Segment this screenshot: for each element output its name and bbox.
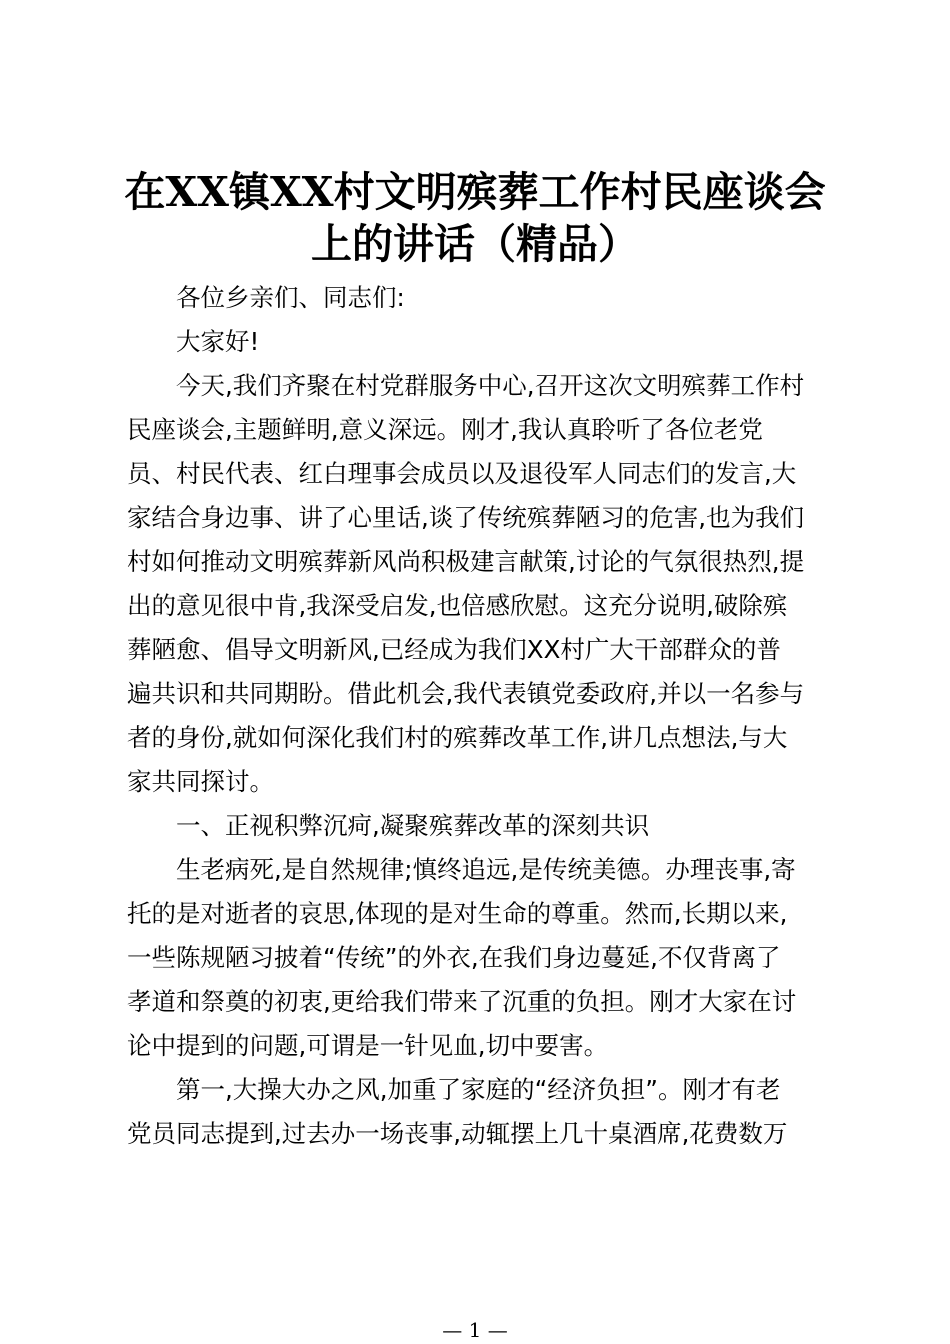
page-number: — 1 —: [442, 1318, 508, 1342]
text-line: 托的是对逝者的哀思,体现的是对生命的尊重。然而,长期以来,: [127, 899, 788, 928]
text-line: 第一,大操大办之风,加重了家庭的“经济负担”。刚才有老: [176, 1075, 781, 1104]
text-line: 葬陋愈、倡导文明新风,已经成为我们XX村广大干部群众的普: [127, 635, 781, 664]
intro-paragraph: [127, 364, 835, 804]
text-line: 家共同探讨。: [127, 767, 274, 796]
text-line: 生老病死,是自然规律;慎终追远,是传统美德。办理丧事,寄: [176, 855, 796, 884]
text-line: 一些陈规陋习披着“传统”的外衣,在我们身边蔓延,不仅背离了: [127, 943, 781, 972]
text-line: 家结合身边事、讲了心里话,谈了传统殡葬陋习的危害,也为我们: [127, 503, 805, 532]
text-line: 论中提到的问题,可谓是一针见血,切中要害。: [127, 1031, 609, 1060]
text-line: 遍共识和共同期盼。借此机会,我代表镇党委政府,并以一名参与: [127, 679, 805, 708]
point1-paragraph: [127, 1068, 835, 1156]
text-line: 民座谈会,主题鲜明,意义深远。刚才,我认真聆听了各位老党: [127, 415, 763, 444]
text-line: 村如何推动文明殡葬新风尚积极建言献策,讨论的气氛很热烈,提: [127, 547, 805, 576]
text-line: 员、村民代表、红白理事会成员以及退役军人同志们的发言,大: [127, 459, 797, 488]
text-line: 者的身份,就如何深化我们村的殡葬改革工作,讲几点想法,与大: [127, 723, 788, 752]
text-line: 孝道和祭奠的初衷,更给我们带来了沉重的负担。刚才大家在讨: [127, 987, 797, 1016]
greeting: 大家好!: [176, 327, 260, 356]
text-line: 今天,我们齐聚在村党群服务中心,召开这次文明殡葬工作村: [176, 371, 805, 400]
title-line-2: 上的讲话（精品）: [311, 220, 639, 268]
document-body: [127, 276, 835, 1156]
section-heading: 一、正视积弊沉疴,凝聚殡葬改革的深刻共识: [176, 811, 650, 840]
section1-paragraph: [127, 848, 835, 1068]
text-line: 出的意见很中肯,我深受启发,也倍感欣慰。这充分说明,破除殡: [127, 591, 788, 620]
document-title: [100, 166, 850, 270]
title-line-1: 在XX镇XX村文明殡葬工作村民座谈会: [124, 168, 826, 216]
salutation: 各位乡亲们、同志们:: [176, 283, 405, 312]
text-line: 党员同志提到,过去办一场丧事,动辄摆上几十桌酒席,花费数万: [127, 1119, 788, 1148]
